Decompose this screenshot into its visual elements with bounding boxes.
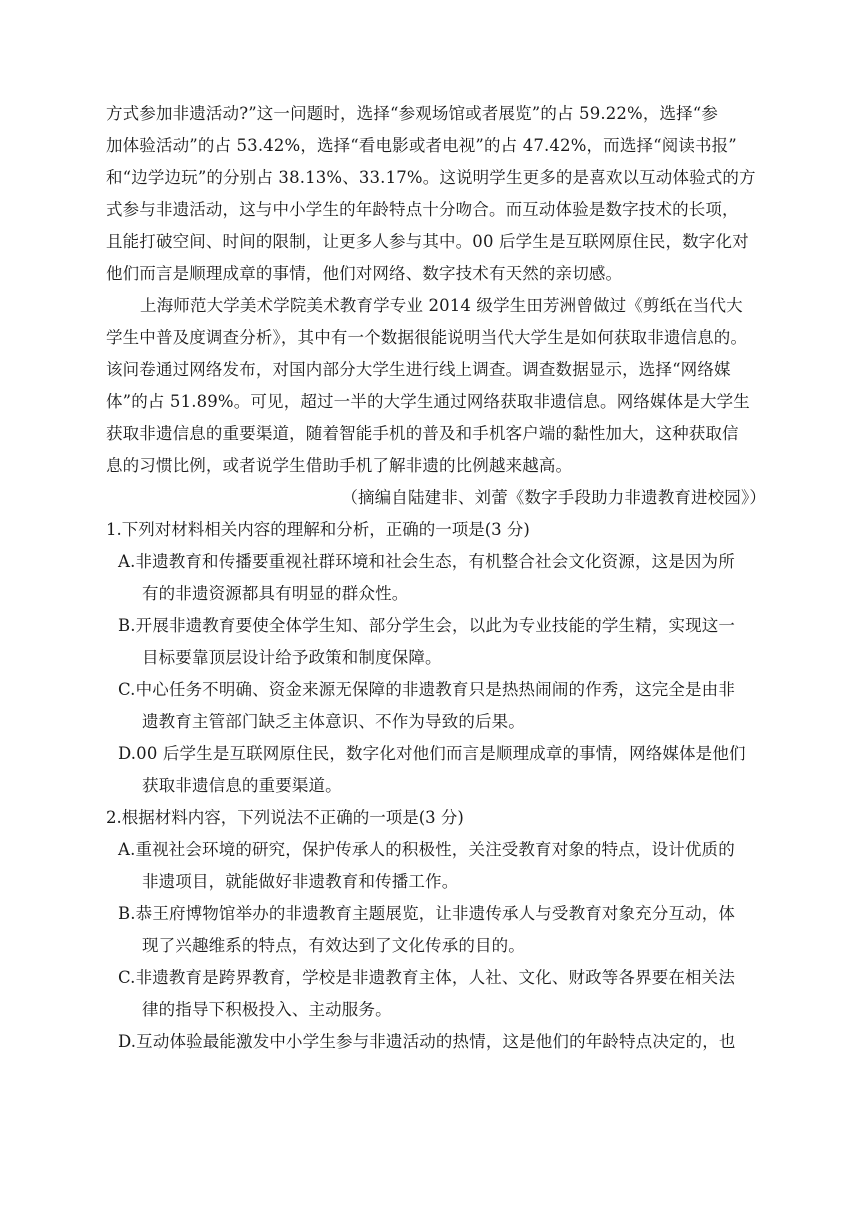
option-c: C.中心任务不明确、资金来源无保障的非遗教育只是热热闹闹的作秀，这完全是由非 — [118, 680, 735, 699]
option-b: B.恭王府博物馆举办的非遗教育主题展览，让非遗传承人与受教育对象充分互动，体 — [118, 904, 736, 923]
text-line: 式参与非遗活动，这与中小学生的年龄特点十分吻合。而互动体验是数字技术的长项， — [106, 200, 739, 219]
question-1 — [106, 514, 766, 802]
option-a: A.非遗教育和传播要重视社群环境和社会生态，有机整合社会文化资源，这是因为所 — [118, 552, 735, 571]
option-d-continued: 获取非遗信息的重要渠道。 — [142, 776, 342, 795]
question-stem: 1.下列对材料相关内容的理解和分析，正确的一项是(3 分) — [106, 520, 530, 539]
option-c: C.非遗教育是跨界教育，学校是非遗教育主体，人社、文化、财政等各界要在相关法 — [118, 968, 735, 987]
text-line: 他们而言是顺理成章的事情，他们对网络、数字技术有天然的亲切感。 — [106, 264, 623, 283]
question-2 — [106, 802, 766, 1058]
option-b-continued: 目标要靠顶层设计给予政策和制度保障。 — [142, 648, 442, 667]
option-c-continued: 律的指导下积极投入、主动服务。 — [142, 1000, 392, 1019]
text-line: 体”的占 51.89%。可见，超过一半的大学生通过网络获取非遗信息。网络媒体是大学生 — [106, 392, 750, 411]
text-line: 获取非遗信息的重要渠道，随着智能手机的普及和手机客户端的黏性加大，这种获取信 — [106, 424, 739, 443]
question-stem: 2.根据材料内容，下列说法不正确的一项是(3 分) — [106, 808, 464, 827]
option-b-continued: 现了兴趣维系的特点，有效达到了文化传承的目的。 — [142, 936, 525, 955]
option-d: D.00 后学生是互联网原住民，数字化对他们而言是顺理成章的事情，网络媒体是他们 — [118, 744, 746, 763]
text-line: 上海师范大学美术学院美术教育学专业 2014 级学生田芳洲曾做过《剪纸在当代大 — [140, 296, 743, 315]
text-line: 学生中普及度调查分析》，其中有一个数据很能说明当代大学生是如何获取非遗信息的。 — [106, 328, 748, 347]
option-a-continued: 非遗项目，就能做好非遗教育和传播工作。 — [142, 872, 459, 891]
source-citation: （摘编自陆建非、刘蕾《数字手段助力非遗教育进校园》） — [341, 488, 766, 507]
text-line: 息的习惯比例，或者说学生借助手机了解非遗的比例越来越高。 — [106, 456, 573, 475]
option-a-continued: 有的非遗资源都具有明显的群众性。 — [142, 584, 409, 603]
text-line: 该问卷通过网络发布，对国内部分大学生进行线上调查。调查数据显示，选择“网络媒 — [106, 360, 731, 379]
option-b: B.开展非遗教育要使全体学生知、部分学生会，以此为专业技能的学生精，实现这一 — [118, 616, 736, 635]
option-a: A.重视社会环境的研究，保护传承人的积极性，关注受教育对象的特点，设计优质的 — [118, 840, 735, 859]
text-line: 方式参加非遗活动?”这一问题时，选择“参观场馆或者展览”的占 59.22%，选择“参 — [106, 104, 719, 123]
document-page — [106, 98, 766, 1058]
paragraph-1 — [106, 98, 766, 290]
option-c-continued: 遗教育主管部门缺乏主体意识、不作为导致的后果。 — [142, 712, 525, 731]
option-d: D.互动体验最能激发中小学生参与非遗活动的热情，这是他们的年龄特点决定的，也 — [118, 1032, 736, 1051]
text-line: 加体验活动”的占 53.42%，选择“看电影或者电视”的占 47.42%，而选择“阅读书报” — [106, 136, 737, 155]
paragraph-2 — [106, 290, 766, 482]
text-line: 和“边学边玩”的分别占 38.13%、33.17%。这说明学生更多的是喜欢以互动体验式的方 — [106, 168, 756, 187]
text-line: 且能打破空间、时间的限制，让更多人参与其中。00 后学生是互联网原住民，数字化对 — [106, 232, 749, 251]
